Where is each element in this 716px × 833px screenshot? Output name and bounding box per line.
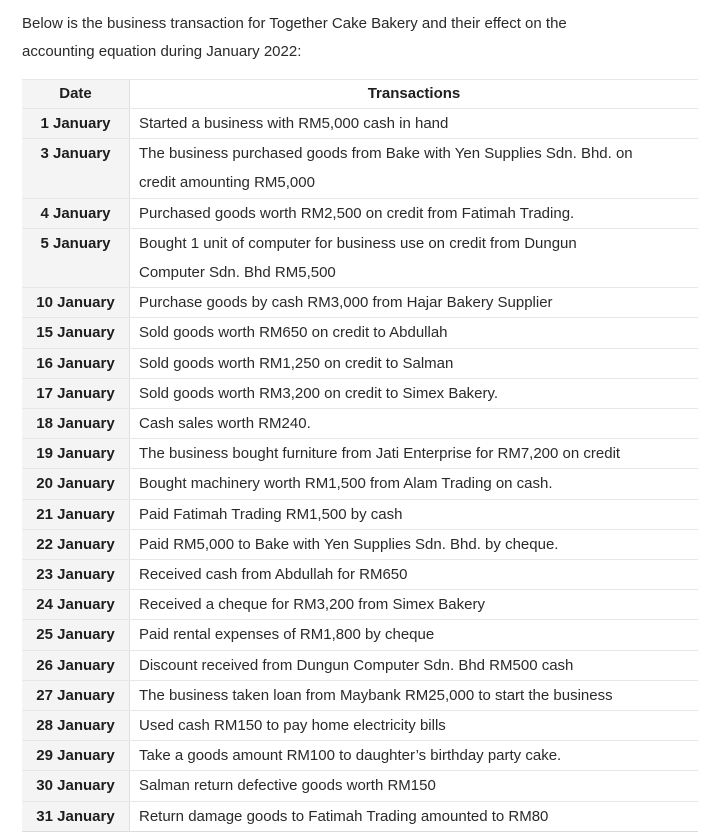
transaction-line: Salman return defective goods worth RM150	[139, 777, 436, 795]
intro-line-2: accounting equation during January 2022:	[22, 43, 302, 60]
row-transaction	[130, 741, 699, 771]
table-row	[22, 378, 698, 408]
row-date: 4 January	[22, 198, 130, 228]
row-transaction	[130, 771, 699, 801]
table-row	[22, 499, 698, 529]
transaction-line: Received cash from Abdullah for RM650	[139, 566, 408, 584]
table-body	[22, 109, 698, 832]
table-row	[22, 139, 698, 198]
table-row	[22, 560, 698, 590]
row-date: 5 January	[22, 228, 130, 287]
transaction-line: Bought 1 unit of computer for business use on credit from Dungun	[139, 234, 577, 252]
transaction-line: Used cash RM150 to pay home electricity bills	[139, 717, 446, 735]
table-row	[22, 590, 698, 620]
row-date: 15 January	[22, 318, 130, 348]
transaction-line: Computer Sdn. Bhd RM5,500	[139, 264, 336, 282]
row-transaction	[130, 228, 699, 287]
row-date: 20 January	[22, 469, 130, 499]
row-date: 22 January	[22, 529, 130, 559]
row-date: 3 January	[22, 139, 130, 198]
table-header-row	[22, 80, 698, 109]
table-row	[22, 529, 698, 559]
row-date: 29 January	[22, 741, 130, 771]
table-row	[22, 228, 698, 287]
row-date: 10 January	[22, 288, 130, 318]
transaction-line: Sold goods worth RM650 on credit to Abdullah	[139, 324, 448, 342]
table-row	[22, 288, 698, 318]
table-row	[22, 109, 698, 139]
header-transactions: Transactions	[130, 80, 699, 109]
row-transaction	[130, 529, 699, 559]
table-row	[22, 439, 698, 469]
transaction-line: The business taken loan from Maybank RM25,000 to start the business	[139, 686, 613, 704]
table-row	[22, 348, 698, 378]
table-row	[22, 469, 698, 499]
row-date: 16 January	[22, 348, 130, 378]
transaction-line: Paid RM5,000 to Bake with Yen Supplies Sdn. Bhd. by cheque.	[139, 535, 559, 553]
table-row	[22, 741, 698, 771]
row-transaction	[130, 560, 699, 590]
row-transaction	[130, 139, 699, 198]
row-date: 27 January	[22, 680, 130, 710]
row-transaction	[130, 288, 699, 318]
transaction-line: Received a cheque for RM3,200 from Simex Bakery	[139, 596, 485, 614]
table-row	[22, 318, 698, 348]
row-date: 21 January	[22, 499, 130, 529]
table-row	[22, 771, 698, 801]
row-transaction	[130, 801, 699, 831]
transaction-line: Paid Fatimah Trading RM1,500 by cash	[139, 505, 403, 523]
transaction-line: credit amounting RM5,000	[139, 174, 315, 192]
row-transaction	[130, 378, 699, 408]
table-row	[22, 650, 698, 680]
row-transaction	[130, 318, 699, 348]
table-row	[22, 801, 698, 831]
intro-paragraph	[22, 10, 702, 66]
row-date: 31 January	[22, 801, 130, 831]
table-row	[22, 198, 698, 228]
row-date: 26 January	[22, 650, 130, 680]
row-transaction	[130, 198, 699, 228]
transaction-line: Return damage goods to Fatimah Trading amounted to RM80	[139, 807, 549, 825]
table-row	[22, 620, 698, 650]
table-row	[22, 711, 698, 741]
intro-line-1: Below is the business transaction for Together Cake Bakery and their effect on the	[22, 15, 567, 32]
transaction-line: Started a business with RM5,000 cash in hand	[139, 115, 449, 132]
transaction-line: The business purchased goods from Bake with Yen Supplies Sdn. Bhd. on	[139, 145, 633, 163]
row-date: 24 January	[22, 590, 130, 620]
transaction-line: Discount received from Dungun Computer Sdn. Bhd RM500 cash	[139, 656, 574, 674]
row-date: 19 January	[22, 439, 130, 469]
row-transaction	[130, 439, 699, 469]
row-date: 17 January	[22, 378, 130, 408]
row-date: 23 January	[22, 560, 130, 590]
row-transaction	[130, 650, 699, 680]
row-date: 18 January	[22, 409, 130, 439]
transaction-line: Cash sales worth RM240.	[139, 415, 311, 433]
transaction-line: Bought machinery worth RM1,500 from Alam Trading on cash.	[139, 475, 553, 493]
row-transaction	[130, 499, 699, 529]
transaction-line: The business bought furniture from Jati Enterprise for RM7,200 on credit	[139, 445, 621, 463]
transaction-line: Sold goods worth RM1,250 on credit to Salman	[139, 354, 454, 372]
header-date: Date	[22, 80, 130, 109]
transaction-line: Sold goods worth RM3,200 on credit to Simex Bakery.	[139, 384, 499, 402]
transactions-table	[22, 79, 698, 832]
row-transaction	[130, 590, 699, 620]
transaction-line: Purchased goods worth RM2,500 on credit from Fatimah Trading.	[139, 204, 575, 222]
row-transaction	[130, 409, 699, 439]
table-row	[22, 409, 698, 439]
row-transaction	[130, 680, 699, 710]
transaction-line: Take a goods amount RM100 to daughter’s birthday party cake.	[139, 747, 562, 765]
row-date: 1 January	[22, 109, 130, 139]
row-date: 28 January	[22, 711, 130, 741]
row-transaction	[130, 469, 699, 499]
row-transaction	[130, 109, 699, 139]
row-transaction	[130, 620, 699, 650]
row-date: 25 January	[22, 620, 130, 650]
transaction-line: Paid rental expenses of RM1,800 by cheque	[139, 626, 435, 644]
row-transaction	[130, 348, 699, 378]
row-date: 30 January	[22, 771, 130, 801]
transaction-line: Purchase goods by cash RM3,000 from Hajar Bakery Supplier	[139, 294, 553, 312]
table-row	[22, 680, 698, 710]
row-transaction	[130, 711, 699, 741]
